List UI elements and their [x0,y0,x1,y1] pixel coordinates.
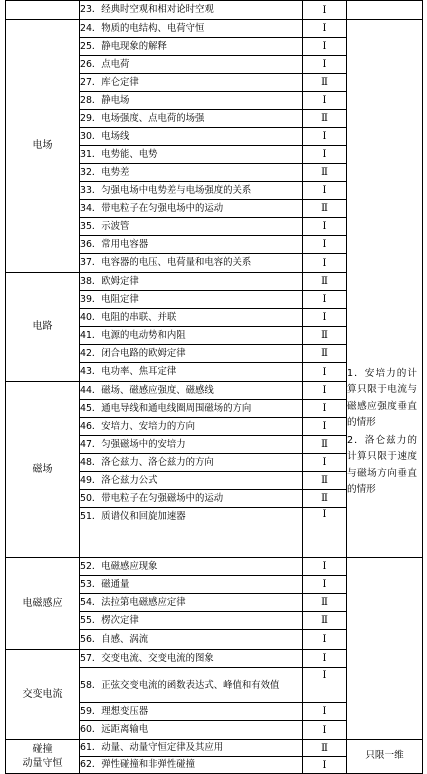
item-62: 62．弹性碰撞和非弹性碰撞 [80,757,303,774]
level-34: Ⅱ [303,200,347,218]
item-33: 33．匀强电场中电势差与电场强度的关系 [80,182,303,200]
level-24: Ⅰ [303,20,347,38]
level-38: Ⅱ [303,273,347,291]
item-42: 42．闭合电路的欧姆定律 [80,345,303,363]
level-28: Ⅰ [303,92,347,110]
item-39: 39．电阻定律 [80,291,303,309]
item-55: 55．楞次定律 [80,612,303,630]
level-41: Ⅱ [303,327,347,345]
table-row [6,740,423,757]
level-43: Ⅰ [303,363,347,382]
level-55: Ⅱ [303,612,347,630]
level-42: Ⅱ [303,345,347,363]
level-29: Ⅱ [303,110,347,128]
table-row [6,558,423,576]
level-37: Ⅰ [303,254,347,273]
level-46: Ⅰ [303,418,347,436]
level-50: Ⅱ [303,490,347,508]
item-26: 26．点电荷 [80,56,303,74]
note-magnetic-1: 1．安培力的计算只限于电流与磁感应强度垂直的情形 [347,368,417,428]
level-60: Ⅰ [303,721,347,740]
item-59: 59．理想变压器 [80,703,303,721]
level-39: Ⅰ [303,291,347,309]
topic-electric-field: 电场 [6,20,80,273]
level-49: Ⅱ [303,472,347,490]
level-25: Ⅰ [303,38,347,56]
item-37: 37．电容器的电压、电荷量和电容的关系 [80,254,303,273]
item-36: 36．常用电容器 [80,236,303,254]
topic-magnetic-field: 磁场 [6,382,80,558]
item-46: 46．安培力、安培力的方向 [80,418,303,436]
item-61: 61．动量、动量守恒定律及其应用 [80,740,303,757]
item-40: 40．电阻的串联、并联 [80,309,303,327]
item-34: 34．带电粒子在匀强电场中的运动 [80,200,303,218]
item-43: 43．电功率、焦耳定律 [80,363,303,382]
item-31: 31．电势能、电势 [80,146,303,164]
level-59: Ⅰ [303,703,347,721]
level-57: Ⅰ [303,650,347,668]
item-56: 56．自感、涡流 [80,630,303,650]
item-47: 47．匀强磁场中的安培力 [80,436,303,454]
item-41: 41．电源的电动势和内阻 [80,327,303,345]
item-48: 48．洛仑兹力、洛仑兹力的方向 [80,454,303,472]
item-24: 24．物质的电结构、电荷守恒 [80,20,303,38]
level-31: Ⅰ [303,146,347,164]
level-56: Ⅰ [303,630,347,650]
item-30: 30．电场线 [80,128,303,146]
item-38: 38．欧姆定律 [80,273,303,291]
note-magnetic [347,366,417,530]
level-44: Ⅰ [303,382,347,400]
note-cell-empty [347,1,423,20]
item-29: 29．电场强度、点电荷的场强 [80,110,303,128]
level-45: Ⅰ [303,400,347,418]
level-48: Ⅰ [303,454,347,472]
item-57: 57．交变电流、交变电流的图象 [80,650,303,668]
level-62: Ⅰ [303,757,347,774]
item-45: 45．通电导线和通电线圈周围磁场的方向 [80,400,303,418]
topic-momentum-line1: 碰撞 [32,743,53,755]
item-54: 54．法拉第电磁感应定律 [80,594,303,612]
item-27: 27．库仑定律 [80,74,303,92]
item-44: 44．磁场、磁感应强度、磁感线 [80,382,303,400]
topic-induction: 电磁感应 [6,558,80,650]
level-61: Ⅱ [303,740,347,757]
item-50: 50．带电粒子在匀强磁场中的运动 [80,490,303,508]
level-36: Ⅰ [303,236,347,254]
topic-momentum-line2: 动量守恒 [22,757,63,769]
item-58: 58．正弦交变电流的函数表达式、峰值和有效值 [80,668,303,703]
level-30: Ⅰ [303,128,347,146]
table-row [6,1,423,20]
level-23: Ⅰ [303,1,347,20]
item-25: 25．静电现象的解释 [80,38,303,56]
level-33: Ⅰ [303,182,347,200]
table-row [6,20,423,38]
level-58: Ⅰ [303,668,347,703]
item-51: 51．质谱仪和回旋加速器 [80,508,303,558]
topic-circuit: 电路 [6,273,80,382]
level-51: Ⅰ [303,508,347,558]
item-49: 49．洛仑兹力公式 [80,472,303,490]
item-53: 53．磁通量 [80,576,303,594]
topic-momentum [6,740,80,774]
level-52: Ⅰ [303,558,347,576]
item-28: 28．静电场 [80,92,303,110]
item-52: 52．电磁感应现象 [80,558,303,576]
level-32: Ⅱ [303,164,347,182]
note-momentum: 只限一维 [347,740,423,774]
note-magnetic-2: 2．洛仑兹力的计算只限于速度与磁场方向垂直的情形 [347,435,417,496]
level-27: Ⅱ [303,74,347,92]
level-47: Ⅱ [303,436,347,454]
level-54: Ⅱ [303,594,347,612]
level-35: Ⅰ [303,218,347,236]
topic-ac: 交变电流 [6,650,80,740]
note-cell-empty [347,558,423,740]
level-26: Ⅰ [303,56,347,74]
item-32: 32．电势差 [80,164,303,182]
item-60: 60．远距离输电 [80,721,303,740]
item-23: 23．经典时空观和相对论时空观 [80,1,303,20]
item-35: 35．示波管 [80,218,303,236]
level-40: Ⅰ [303,309,347,327]
topic-cell-empty [6,1,80,20]
level-53: Ⅰ [303,576,347,594]
